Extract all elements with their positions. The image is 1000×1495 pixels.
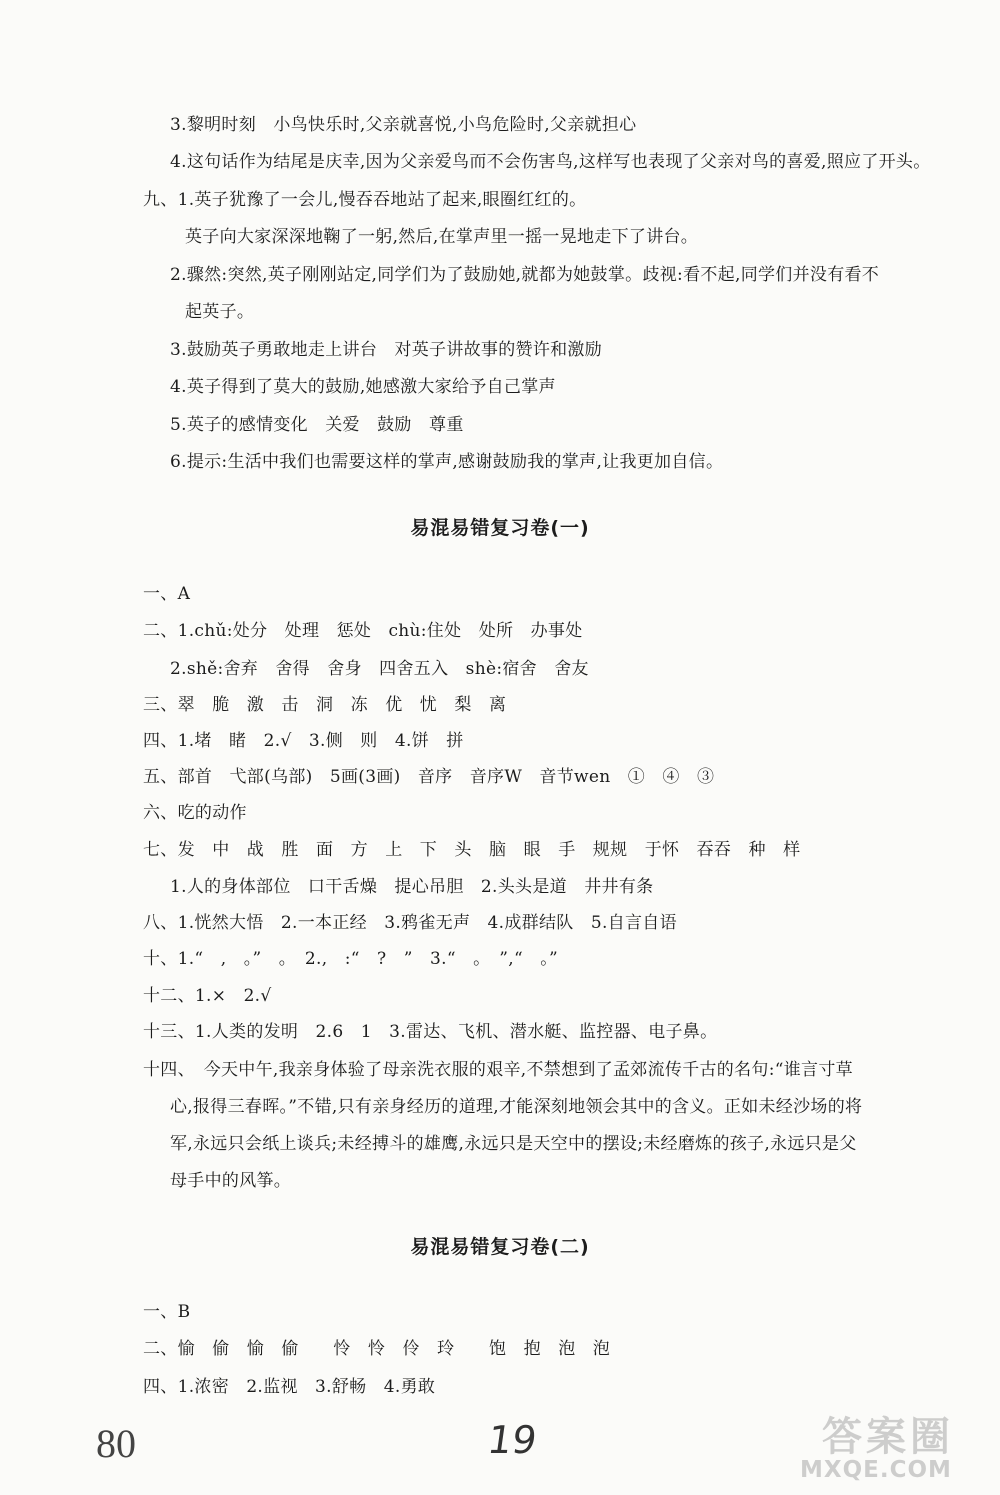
answer-line: 军,永远只会纸上谈兵;未经搏斗的雄鹰,永远只是天空中的摆设;未经磨炼的孩子,永远只是父 bbox=[170, 1134, 857, 1154]
section-title: 易混易错复习卷(一) bbox=[410, 517, 590, 539]
section-title: 易混易错复习卷(二) bbox=[410, 1236, 590, 1258]
answer-line: 3.鼓励英子勇敢地走上讲台 对英子讲故事的赞许和激励 bbox=[170, 340, 603, 360]
answer-line: 5.英子的感情变化 关爱 鼓励 尊重 bbox=[170, 415, 464, 435]
answer-line: 十四、 今天中午,我亲身体验了母亲洗衣服的艰辛,不禁想到了孟郊流传千古的名句:“谁言寸草 bbox=[143, 1060, 853, 1080]
answer-line: 四、1.堵 睹 2.√ 3.侧 则 4.饼 拼 bbox=[143, 731, 464, 751]
answer-line: 2.shě:舍弃 舍得 舍身 四舍五入 shè:宿舍 舍友 bbox=[170, 659, 589, 679]
answer-line: 1.人的身体部位 口干舌燥 提心吊胆 2.头头是道 井井有条 bbox=[170, 877, 654, 897]
answer-line: 2.骤然:突然,英子刚刚站定,同学们为了鼓励她,就都为她鼓掌。歧视:看不起,同学们并没有看不 bbox=[170, 265, 880, 285]
answer-line: 十二、1.× 2.√ bbox=[143, 986, 272, 1006]
page-number: 80 bbox=[96, 1421, 136, 1466]
answer-line: 七、发 中 战 胜 面 方 上 下 头 脑 眼 手 规规 于怀 吞吞 种 样 bbox=[143, 840, 801, 860]
answer-line: 一、B bbox=[143, 1302, 191, 1322]
answer-line: 起英子。 bbox=[185, 302, 255, 322]
answer-line: 母手中的风筝。 bbox=[170, 1171, 292, 1191]
answer-line: 4.这句话作为结尾是庆幸,因为父亲爱鸟而不会伤害鸟,这样写也表现了父亲对鸟的喜爱,照应了开头。 bbox=[170, 152, 931, 172]
answer-line: 3.黎明时刻 小鸟快乐时,父亲就喜悦,小鸟危险时,父亲就担心 bbox=[170, 115, 637, 135]
answer-line: 六、吃的动作 bbox=[143, 803, 247, 823]
answer-line: 四、1.浓密 2.监视 3.舒畅 4.勇敢 bbox=[143, 1377, 436, 1397]
answer-line: 五、部首 弋部(乌部) 5画(3画) 音序 音序W 音节wen ① ④ ③ bbox=[143, 767, 715, 787]
answer-line: 4.英子得到了莫大的鼓励,她感激大家给予自己掌声 bbox=[170, 377, 556, 397]
answer-line: 6.提示:生活中我们也需要这样的掌声,感谢鼓励我的掌声,让我更加自信。 bbox=[170, 452, 724, 472]
answer-line: 十三、1.人类的发明 2.6 1 3.雷达、飞机、潜水艇、监控器、电子鼻。 bbox=[143, 1022, 718, 1042]
answer-line: 九、1.英子犹豫了一会儿,慢吞吞地站了起来,眼圈红红的。 bbox=[143, 190, 587, 210]
answer-line: 十、1.“ , 。” 。 2., :“ ? ” 3.“ 。 ”,“ 。” bbox=[143, 949, 559, 969]
watermark-url: MXQE.COM bbox=[800, 1457, 952, 1483]
watermark-logo bbox=[800, 1405, 990, 1490]
answer-line: 一、A bbox=[143, 584, 191, 604]
handwritten-number: 19 bbox=[484, 1418, 540, 1462]
answer-line: 三、翠 脆 激 击 洞 冻 优 忧 梨 离 bbox=[143, 695, 507, 715]
answer-line: 心,报得三春晖。”不错,只有亲身经历的道理,才能深刻地领会其中的含义。正如未经沙场的将 bbox=[170, 1097, 863, 1117]
answer-line: 英子向大家深深地鞠了一躬,然后,在掌声里一摇一晃地走下了讲台。 bbox=[185, 227, 699, 247]
answer-line: 二、愉 偷 愉 偷 怜 怜 伶 玲 饱 抱 泡 泡 bbox=[143, 1339, 611, 1359]
answer-line: 八、1.恍然大悟 2.一本正经 3.鸦雀无声 4.成群结队 5.自言自语 bbox=[143, 913, 677, 933]
watermark-brand: 答案圈 bbox=[822, 1414, 954, 1460]
answer-line: 二、1.chǔ:处分 处理 惩处 chù:住处 处所 办事处 bbox=[143, 621, 583, 641]
